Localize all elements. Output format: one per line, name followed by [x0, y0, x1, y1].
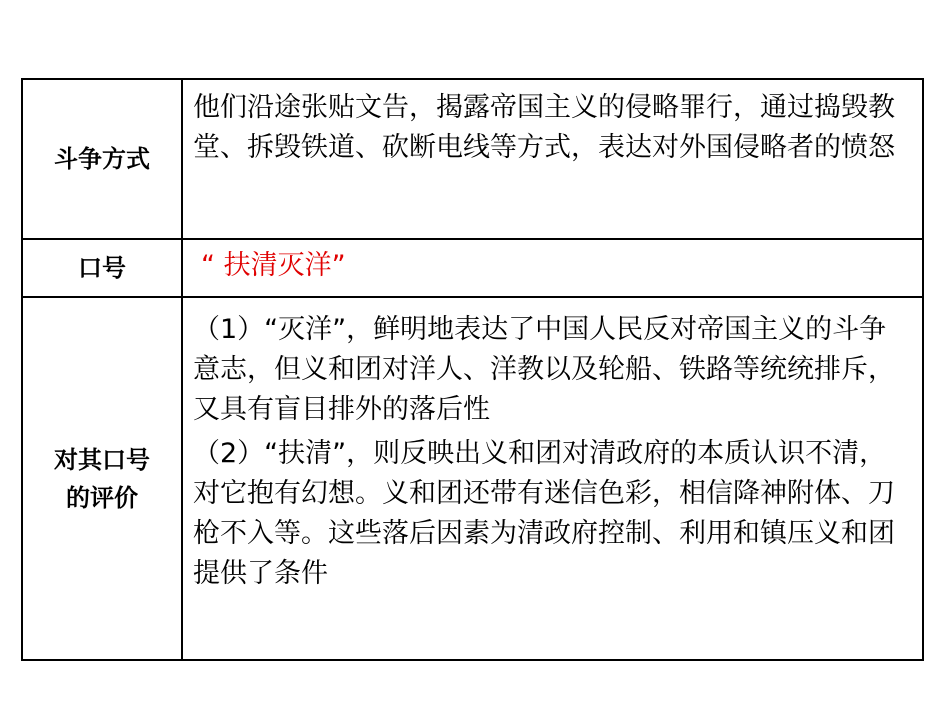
row-content-evaluation [182, 297, 923, 660]
label-text: 斗争方式 [54, 145, 150, 173]
label-text: 口号 [78, 254, 126, 282]
row-content-slogan [182, 239, 923, 297]
content-text: 他们沿途张贴文告，揭露帝国主义的侵略罪行，通过捣毁教堂、拆毁铁道、砍断电线等方式，表达对外国侵略者的愤怒 [193, 92, 895, 163]
evaluation-paragraph-2: （2）“扶清”，则反映出义和团对清政府的本质认识不清，对它抱有幻想。义和团还带有迷信色彩，相信降神附体、刀枪不入等。这些落后因素为清政府控制、利用和镇压义和团提供了条件 [193, 438, 895, 589]
row-label-slogan [22, 239, 182, 297]
label-line-1: 对其口号 [54, 445, 150, 474]
row-content-struggle-method [182, 79, 923, 239]
table-row-evaluation [22, 297, 923, 660]
table-row-struggle-method [22, 79, 923, 239]
evaluation-paragraph-1: （1）“灭洋”，鲜明地表达了中国人民反对帝国主义的斗争意志，但义和团对洋人、洋教以及轮船、铁路等统统排斥，又具有盲目排外的落后性 [193, 314, 895, 425]
row-label-evaluation [22, 297, 182, 660]
row-label-struggle-method [22, 79, 182, 239]
info-table [21, 78, 924, 661]
label-line-2: 的评价 [66, 483, 138, 512]
table-row-slogan [22, 239, 923, 297]
slogan-text: “ 扶清灭洋” [201, 250, 346, 281]
